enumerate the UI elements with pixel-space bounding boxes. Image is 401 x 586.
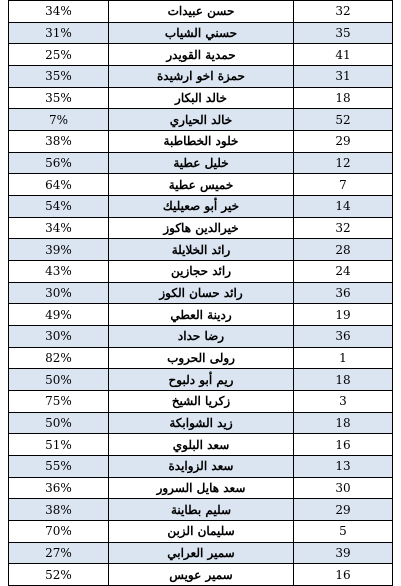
table-row <box>9 499 393 521</box>
table-row <box>9 44 393 66</box>
percentage-cell: 34% <box>9 217 109 239</box>
name-cell: سليمان الزبن <box>109 521 294 543</box>
number-cell: 19 <box>294 304 393 326</box>
name-cell: خلود الخطاطبة <box>109 131 294 153</box>
table-row <box>9 369 393 391</box>
percentage-cell: 51% <box>9 434 109 456</box>
table-row <box>9 239 393 261</box>
number-cell: 14 <box>294 196 393 218</box>
percentage-cell: 49% <box>9 304 109 326</box>
name-cell: سعد البلوي <box>109 434 294 456</box>
table-row <box>9 434 393 456</box>
name-cell: رولى الحروب <box>109 347 294 369</box>
name-cell: ردينة العطي <box>109 304 294 326</box>
percentage-cell: 70% <box>9 521 109 543</box>
percentage-cell: 52% <box>9 564 109 586</box>
table-row <box>9 347 393 369</box>
number-cell: 12 <box>294 152 393 174</box>
number-cell: 39 <box>294 542 393 564</box>
percentage-cell: 30% <box>9 326 109 348</box>
percentage-cell: 36% <box>9 477 109 499</box>
percentage-cell: 64% <box>9 174 109 196</box>
name-cell: سليم بطاينة <box>109 499 294 521</box>
table-row <box>9 1 393 23</box>
table-row <box>9 542 393 564</box>
name-cell: حسن عبيدات <box>109 1 294 23</box>
table-row <box>9 326 393 348</box>
number-cell: 29 <box>294 499 393 521</box>
table-row <box>9 521 393 543</box>
number-cell: 36 <box>294 282 393 304</box>
percentage-cell: 43% <box>9 261 109 283</box>
percentage-cell: 34% <box>9 1 109 23</box>
table-row <box>9 477 393 499</box>
name-cell: رائد الخلايلة <box>109 239 294 261</box>
table-row <box>9 109 393 131</box>
number-cell: 29 <box>294 131 393 153</box>
number-cell: 18 <box>294 412 393 434</box>
percentage-cell: 7% <box>9 109 109 131</box>
percentage-cell: 54% <box>9 196 109 218</box>
table-row <box>9 564 393 586</box>
percentage-cell: 55% <box>9 456 109 478</box>
percentage-cell: 38% <box>9 499 109 521</box>
number-cell: 28 <box>294 239 393 261</box>
number-cell: 7 <box>294 174 393 196</box>
table-row <box>9 22 393 44</box>
name-cell: حمدية القويدر <box>109 44 294 66</box>
name-cell: خالد الحياري <box>109 109 294 131</box>
table-row <box>9 391 393 413</box>
name-cell: سعد هايل السرور <box>109 477 294 499</box>
name-cell: رائد حجازين <box>109 261 294 283</box>
table-row <box>9 196 393 218</box>
ranking-table-body <box>9 1 393 586</box>
percentage-cell: 25% <box>9 44 109 66</box>
table-row <box>9 304 393 326</box>
percentage-cell: 56% <box>9 152 109 174</box>
name-cell: خميس عطية <box>109 174 294 196</box>
name-cell: زيد الشوابكة <box>109 412 294 434</box>
percentage-cell: 82% <box>9 347 109 369</box>
table-row <box>9 217 393 239</box>
number-cell: 16 <box>294 434 393 456</box>
percentage-cell: 35% <box>9 87 109 109</box>
number-cell: 16 <box>294 564 393 586</box>
number-cell: 32 <box>294 1 393 23</box>
name-cell: خالد البكار <box>109 87 294 109</box>
name-cell: سعد الزوايدة <box>109 456 294 478</box>
name-cell: رضا حداد <box>109 326 294 348</box>
number-cell: 36 <box>294 326 393 348</box>
name-cell: زكريا الشيخ <box>109 391 294 413</box>
number-cell: 35 <box>294 22 393 44</box>
table-row <box>9 66 393 88</box>
table-row <box>9 131 393 153</box>
name-cell: ريم أبو دلبوح <box>109 369 294 391</box>
name-cell: خير أبو صعيليك <box>109 196 294 218</box>
table-row <box>9 174 393 196</box>
percentage-cell: 38% <box>9 131 109 153</box>
table-row <box>9 412 393 434</box>
percentage-cell: 50% <box>9 412 109 434</box>
name-cell: خيرالدين هاكوز <box>109 217 294 239</box>
table-row <box>9 282 393 304</box>
table-row <box>9 456 393 478</box>
number-cell: 18 <box>294 87 393 109</box>
name-cell: خليل عطية <box>109 152 294 174</box>
name-cell: حسني الشياب <box>109 22 294 44</box>
percentage-cell: 30% <box>9 282 109 304</box>
name-cell: سمير العرابي <box>109 542 294 564</box>
percentage-cell: 31% <box>9 22 109 44</box>
number-cell: 52 <box>294 109 393 131</box>
number-cell: 1 <box>294 347 393 369</box>
number-cell: 5 <box>294 521 393 543</box>
name-cell: رائد حسان الكوز <box>109 282 294 304</box>
table-row <box>9 261 393 283</box>
table-row <box>9 152 393 174</box>
ranking-table <box>8 0 393 586</box>
percentage-cell: 27% <box>9 542 109 564</box>
number-cell: 41 <box>294 44 393 66</box>
percentage-cell: 75% <box>9 391 109 413</box>
name-cell: سمير عويس <box>109 564 294 586</box>
number-cell: 30 <box>294 477 393 499</box>
percentage-cell: 35% <box>9 66 109 88</box>
number-cell: 31 <box>294 66 393 88</box>
percentage-cell: 50% <box>9 369 109 391</box>
name-cell: حمزة اخو ارشيدة <box>109 66 294 88</box>
number-cell: 3 <box>294 391 393 413</box>
percentage-cell: 39% <box>9 239 109 261</box>
number-cell: 24 <box>294 261 393 283</box>
number-cell: 32 <box>294 217 393 239</box>
number-cell: 18 <box>294 369 393 391</box>
table-row <box>9 87 393 109</box>
number-cell: 13 <box>294 456 393 478</box>
